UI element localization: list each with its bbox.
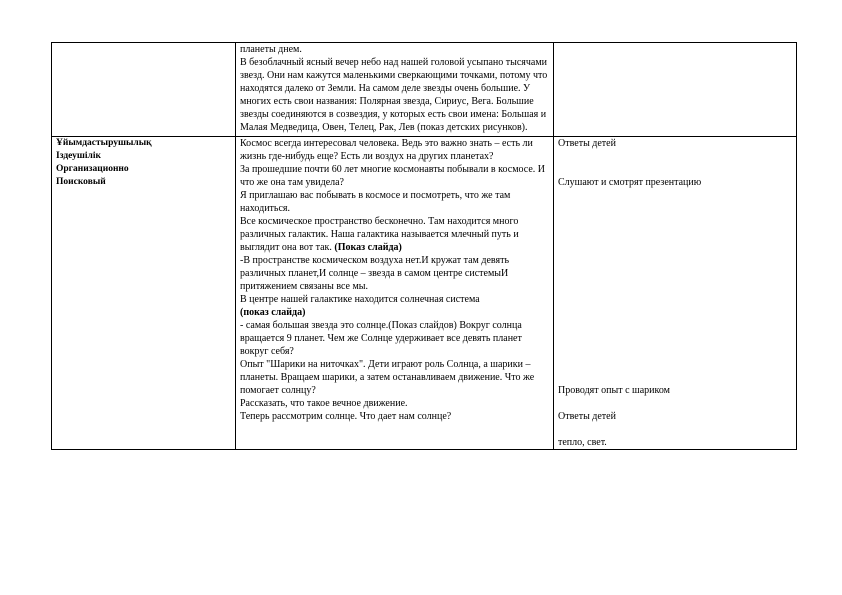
stage-name-kz: Ұйымдастырушылық: [56, 138, 152, 148]
slide-note: (показ слайда): [240, 307, 306, 318]
text-paragraph: - самая большая звезда это солнце.(Показ слайдов) Вокруг солнца вращается 9 планет. Чем же Солнце удерживает все девять планет вокруг себя?: [240, 320, 522, 357]
lesson-plan-table: [51, 42, 797, 450]
text-line: планеты днем.: [240, 44, 302, 55]
text-paragraph: Космос всегда интересовал человека. Ведь это важно знать – есть ли жизнь где-нибудь еще? Есть ли воздух на других планетах?: [240, 138, 533, 162]
children-activity: Проводят опыт с шариком: [558, 385, 671, 396]
stage-name-kz-2: Іздеушілік: [56, 151, 101, 161]
text-paragraph: Рассказать, что такое вечное движение.: [240, 398, 408, 409]
text-span: Все космическое пространство бесконечно. Там находится много различных галактик. Наша галактика называется млечный путь и выглядит она вот так.: [240, 216, 519, 253]
text-paragraph: В центре нашей галактике находится солнечная система: [240, 294, 480, 305]
text-paragraph: -В пространстве космическом воздуха нет.И кружат там девять различных планет,И солнце – звезда в самом центре системыИ притяжением связаны все мы.: [240, 255, 509, 292]
teacher-activity-cell: [236, 137, 554, 450]
table-row: [52, 43, 797, 137]
stage-name-ru: Организационно: [56, 164, 129, 174]
stage-cell-empty: [52, 43, 236, 137]
text-paragraph: За прошедшие почти 60 лет многие космонавты побывали в космосе. И что же она там увидела?: [240, 164, 545, 188]
children-answer: Ответы детей: [558, 138, 616, 149]
text-paragraph: [240, 215, 549, 254]
table-row: [52, 137, 797, 450]
children-activity-cell-empty: [554, 43, 797, 137]
stage-cell: [52, 137, 236, 450]
children-activity: Слушают и смотрят презентацию: [558, 177, 702, 188]
text-paragraph: В безоблачный ясный вечер небо над нашей головой усыпано тысячами звезд. Они нам кажутся маленькими сверкающими точками, потому что находятся далеко от Земли. На самом деле звезды очень большие. У многих есть свои названия: Полярная звезда, Сириус, Вега. Большие звезды соединяются в созвездия, у которых есть свои имена: Большая и Малая Медведица, Овен, Телец, Рак, Лев (показ детских рисунков).: [240, 57, 548, 133]
stage-name-ru-2: Поисковый: [56, 177, 106, 187]
children-answer: Ответы детей: [558, 411, 616, 422]
text-paragraph: Опыт "Шарики на ниточках". Дети играют роль Солнца, а шарики – планеты. Вращаем шарики, а затем останавливаем движение. Что же помогает солнцу?: [240, 359, 535, 396]
teacher-activity-cell: [236, 43, 554, 137]
text-paragraph: Теперь рассмотрим солнце. Что дает нам солнце?: [240, 411, 452, 422]
children-activity-cell: [554, 137, 797, 450]
slide-note: (Показ слайда): [334, 242, 402, 253]
text-paragraph: Я приглашаю вас побывать в космосе и посмотреть, что же там находиться.: [240, 190, 511, 214]
children-answer: тепло, свет.: [558, 437, 607, 448]
